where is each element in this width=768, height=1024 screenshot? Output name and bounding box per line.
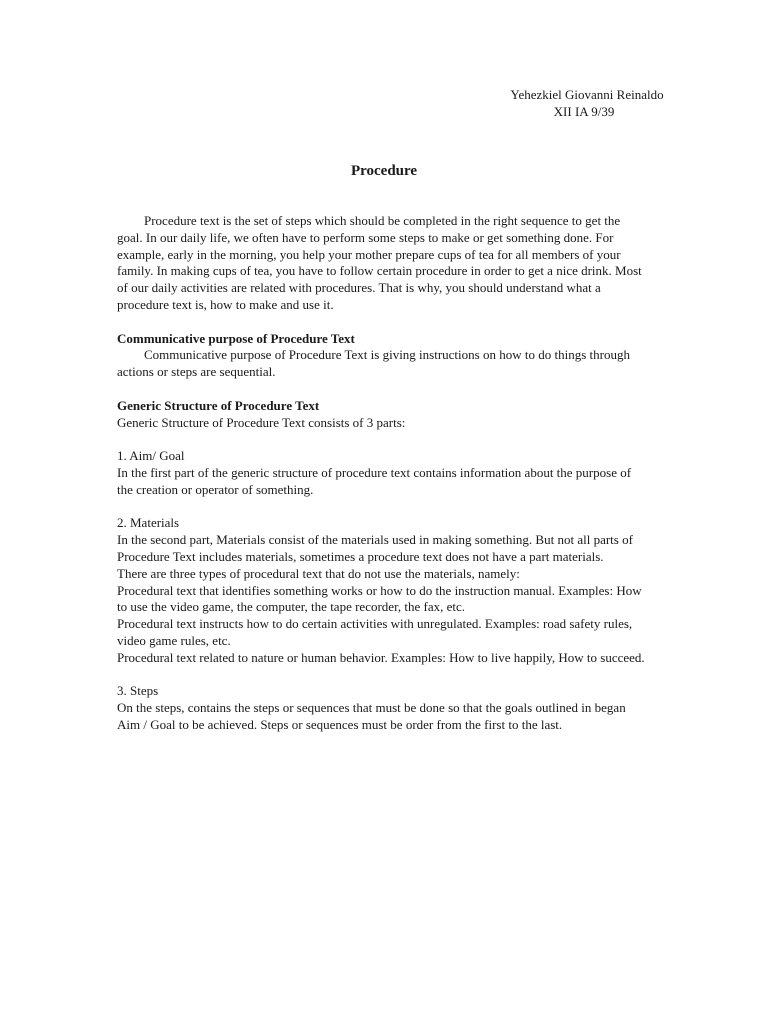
structure-heading: Generic Structure of Procedure Text <box>117 397 320 413</box>
author-name: Yehezkiel Giovanni Reinaldo <box>510 87 664 102</box>
author-block <box>400 86 720 120</box>
part1-paragraph: In the first part of the generic structure of procedure text contains information about the purpose of the creation or operator of something. <box>117 464 632 497</box>
part3-paragraph: On the steps, contains the steps or sequences that must be done so that the goals outlined in began Aim / Goal to be achieved. Steps or sequences must be order from the first to the last. <box>117 700 626 732</box>
part3-label: 3. Steps <box>117 683 159 699</box>
part2-paragraph-4: Procedural text instructs how to do certain activities with unregulated. Examples: road safety rules, video game rules, etc. <box>117 616 633 648</box>
document-title: Procedure <box>350 163 418 179</box>
part2-label: 2. Materials <box>117 515 180 531</box>
part2-paragraph-3: Procedural text that identifies something works or how to do the instruction manual. Examples: How to use the video game, the computer, the tape recorder, the fax, etc. <box>117 582 642 615</box>
part1-label: 1. Aim/ Goal <box>117 448 185 464</box>
document-body <box>117 213 647 734</box>
part2-paragraph-2: There are three types of procedural text that do not use the materials, namely: <box>117 565 520 581</box>
class-info: XII IA 9/39 <box>553 104 615 119</box>
part2-paragraph-5: Procedural text related to nature or human behavior. Examples: How to live happily, How to succeed. <box>117 649 645 665</box>
part2-paragraph-1: In the second part, Materials consist of the materials used in making something. But not all parts of Procedure Text includes materials, sometimes a procedure text does not have a part materials. <box>117 532 633 564</box>
intro-paragraph: Procedure text is the set of steps which should be completed in the right sequence to get the goal. In our daily life, we often have to perform some steps to make or get something done. For example, early in the morning, you help your mother prepare cups of tea for all members of your family. In making cups of tea, you have to follow certain procedure in order to get a nice drink. Most of our daily activities are related with procedures. That is why, you should understand what a procedure text is, how to make and use it. <box>117 213 642 312</box>
purpose-paragraph: Communicative purpose of Procedure Text is giving instructions on how to do things through actions or steps are sequential. <box>117 347 630 380</box>
purpose-heading: Communicative purpose of Procedure Text <box>117 330 355 346</box>
structure-paragraph: Generic Structure of Procedure Text consists of 3 parts: <box>117 414 406 430</box>
